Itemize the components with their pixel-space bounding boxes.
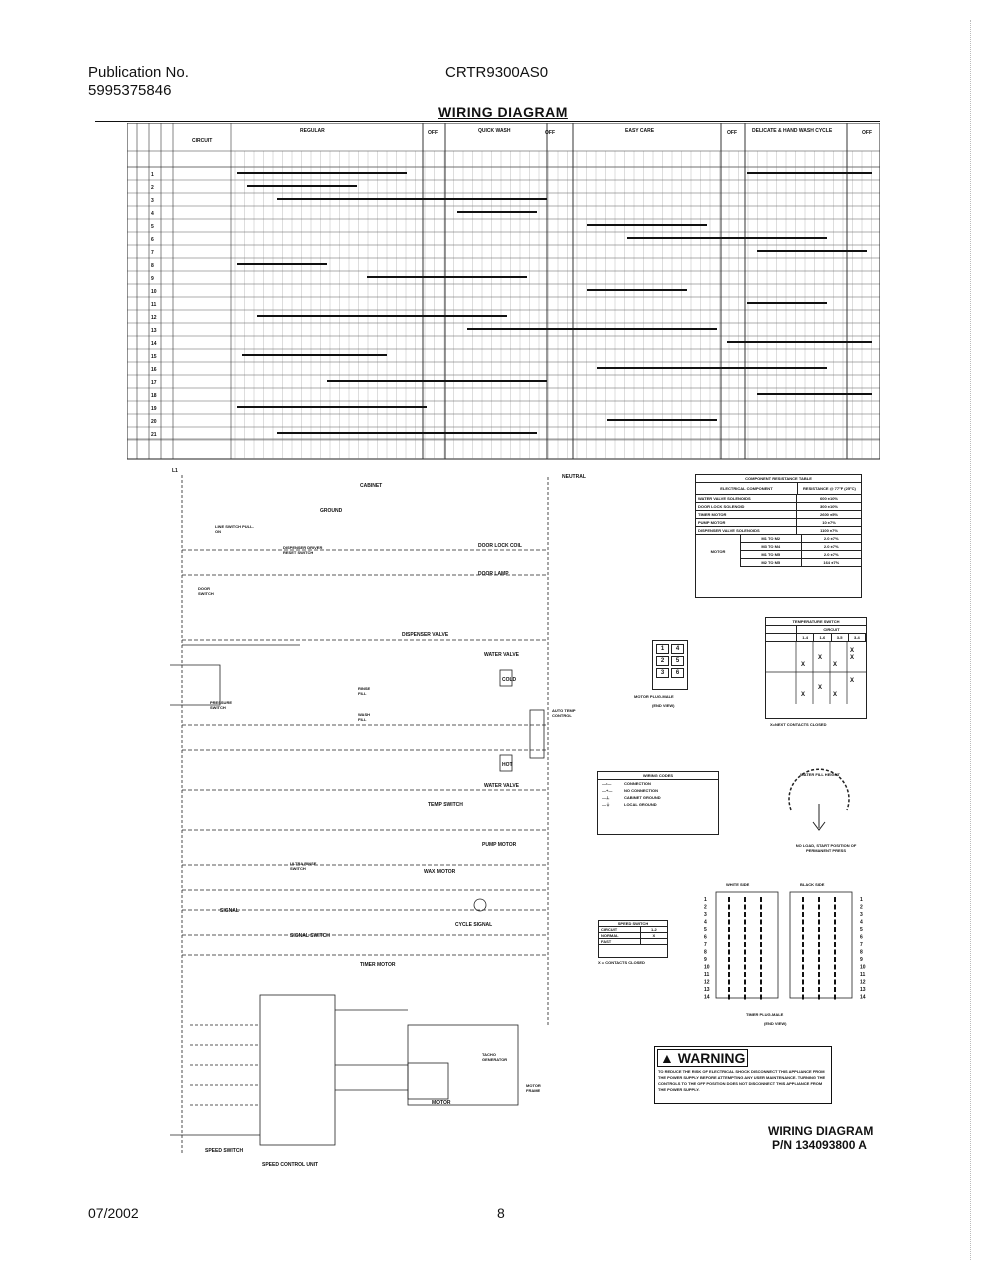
svg-text:15: 15 (151, 354, 157, 360)
water-fill-gauge (783, 752, 855, 832)
temp-switch-col: 3-4 (849, 634, 866, 641)
motor-plug-label: MOTOR PLUG-MALE (634, 694, 674, 699)
svg-text:X: X (833, 692, 838, 698)
timer-plug-row-right: 8 (860, 949, 863, 956)
timer-plug-row-left: 1 (704, 897, 707, 903)
timer-plug-pin (834, 912, 836, 917)
chart-section-off-2: OFF (545, 130, 555, 136)
timer-plug-pin (744, 995, 746, 1000)
label-pressure-switch: PRESSURE SWITCH (210, 700, 233, 710)
timer-plug-pin (760, 920, 762, 925)
label-door-switch: DOOR SWITCH (198, 586, 214, 596)
label-speed-control-unit: SPEED CONTROL UNIT (262, 1162, 319, 1168)
timer-plug-pin (802, 987, 804, 992)
timer-plug-row-right: 6 (860, 934, 863, 941)
svg-text:X: X (801, 662, 806, 668)
wiring-code-symbol: —+— (602, 788, 613, 793)
timer-plug-pin (818, 942, 820, 947)
wiring-code-symbol: —⏚ (602, 802, 610, 807)
svg-text:X: X (833, 662, 838, 668)
resistance-col1: ELECTRICAL COMPONENT (696, 483, 798, 494)
motor-plug-pin: 5 (671, 656, 684, 666)
timer-plug-pin (760, 905, 762, 910)
timer-plug-pin (834, 980, 836, 985)
title-rule (95, 121, 880, 122)
water-fill-label: WATER FILL HEIGHT (800, 772, 840, 777)
timer-plug-pin (728, 987, 730, 992)
motor-plug-pin: 2 (656, 656, 669, 666)
timer-plug-row-left: 12 (704, 979, 710, 986)
timer-plug-pin (834, 935, 836, 940)
footer-date: 07/2002 (88, 1205, 139, 1221)
timer-plug-pin (802, 950, 804, 955)
resistance-row (696, 503, 861, 511)
svg-text:4: 4 (151, 211, 154, 217)
timer-plug-pin (728, 935, 730, 940)
timer-plug-svg (700, 890, 875, 1002)
svg-text:X: X (818, 655, 823, 661)
timer-plug-pin (834, 905, 836, 910)
timer-plug-pin (818, 972, 820, 977)
label-l1: L1 (172, 468, 178, 474)
timer-plug-row-right: 3 (860, 912, 863, 918)
timer-plug-pin (744, 950, 746, 955)
resistance-component: WATER VALVE SOLENOIDS (696, 495, 797, 502)
timer-plug-pin (728, 942, 730, 947)
label-neutral: NEUTRAL (562, 474, 586, 480)
chart-section-off-4: OFF (862, 130, 872, 136)
label-timer-motor: TIMER MOTOR (360, 962, 396, 968)
timer-plug-pin (818, 927, 820, 932)
timer-plug-pin (760, 927, 762, 932)
water-fill-note: NO LOAD, START POSITION OF PERMANENT PRESS (795, 843, 857, 853)
speed-switch-state: X (652, 933, 656, 938)
warning-head (657, 1049, 748, 1067)
motor-resistance: 2.0 ±7% (823, 544, 839, 549)
svg-text:9: 9 (151, 276, 154, 282)
timer-plug (700, 890, 875, 1002)
timer-plug-pin (744, 972, 746, 977)
wiring-code-items (598, 780, 718, 809)
timer-plug-pin (818, 987, 820, 992)
resistance-value: 1100 ±7% (820, 528, 838, 533)
timer-plug-pin (834, 942, 836, 947)
timer-plug-pin (802, 912, 804, 917)
timer-plug-white: WHITE SIDE (726, 882, 750, 887)
timer-plug-pin (744, 927, 746, 932)
timer-plug-pin (744, 905, 746, 910)
label-cold: COLD (502, 677, 517, 683)
timer-plug-row-left: 13 (704, 987, 710, 993)
resistance-motor-rows (741, 535, 861, 567)
timer-plug-view: (END VIEW) (764, 1021, 787, 1026)
timer-plug-pin (728, 927, 730, 932)
svg-text:6: 6 (151, 237, 154, 243)
timer-plug-pin (834, 957, 836, 962)
timer-plug-pin (834, 950, 836, 955)
timer-plug-pin (802, 957, 804, 962)
wiring-code-label: NO CONNECTION (624, 788, 658, 793)
svg-text:16: 16 (151, 367, 157, 373)
label-wax-motor: WAX MOTOR (424, 869, 456, 875)
resistance-value: 2600 ±5% (820, 512, 838, 517)
warning-head-text: WARNING (677, 1050, 746, 1066)
timer-plug-pin (728, 957, 730, 962)
svg-text:8: 8 (151, 263, 154, 269)
wiring-code-symbol: —⊥ (602, 795, 610, 800)
timer-plug-pin (802, 897, 804, 902)
water-fill-gauge-svg (783, 752, 855, 832)
timer-plug-pin (802, 935, 804, 940)
timer-plug-row-left: 6 (704, 934, 707, 941)
svg-text:X: X (801, 692, 806, 698)
timer-plug-pin (834, 927, 836, 932)
label-water-valve-hot: WATER VALVE (484, 783, 519, 789)
timer-plug-pin (834, 897, 836, 902)
motor-resistance-row (741, 559, 861, 567)
svg-text:5: 5 (151, 224, 154, 230)
resistance-rows (696, 495, 861, 535)
motor-plug-view: (END VIEW) (652, 703, 675, 708)
timer-plug-pin (818, 980, 820, 985)
timer-plug-row-right: 5 (860, 927, 863, 933)
motor-resistance: 164 ±7% (823, 560, 840, 565)
timer-plug-row-left: 7 (704, 942, 707, 948)
timer-plug-pin (744, 920, 746, 925)
speed-switch-rows (599, 927, 667, 945)
resistance-value: 300 ±10% (820, 504, 838, 509)
timer-plug-pin (818, 957, 820, 962)
svg-text:20: 20 (151, 419, 157, 425)
svg-text:3: 3 (151, 198, 154, 204)
timer-plug-pin (744, 912, 746, 917)
label-dispenser-driver: DISPENSER DRIVER RESET SWITCH (283, 545, 323, 555)
resistance-col2: RESISTANCE @ 77°F (25°C) (803, 486, 856, 491)
timer-plug-pin (728, 920, 730, 925)
temp-switch-title: TEMPERATURE SWITCH (766, 618, 866, 626)
timer-plug-pin (818, 965, 820, 970)
timer-plug-row-right: 9 (860, 957, 863, 963)
timer-plug-row-right: 14 (860, 994, 866, 1001)
svg-text:2: 2 (151, 185, 154, 191)
label-signal: SIGNAL (220, 908, 239, 914)
label-rinse-fill: RINSE FILL (358, 686, 371, 696)
timer-plug-pin (818, 920, 820, 925)
timer-plug-pin (744, 987, 746, 992)
timer-plug-pin (744, 957, 746, 962)
speed-switch-setting: FAST (599, 939, 641, 944)
motor-winding: M1 TO M5 (741, 551, 802, 558)
label-dispenser-valve: DISPENSER VALVE (402, 632, 449, 638)
speed-switch-table (598, 920, 668, 958)
wiring-code-item (598, 801, 718, 809)
label-speed-switch: SPEED SWITCH (205, 1148, 244, 1154)
svg-text:19: 19 (151, 406, 157, 412)
resistance-component: DOOR LOCK SOLENOID (696, 503, 797, 510)
svg-text:X: X (850, 648, 855, 654)
timer-plug-row-right: 12 (860, 979, 866, 986)
resistance-row (696, 495, 861, 503)
timer-plug-pin (744, 897, 746, 902)
timer-plug-pin (744, 935, 746, 940)
timer-plug-pin (728, 897, 730, 902)
publication-label: Publication No. (88, 64, 189, 81)
motor-plug-pin: 6 (671, 668, 684, 678)
temp-switch-col: 3-5 (832, 634, 849, 641)
timer-plug-pin (760, 965, 762, 970)
label-auto-temp: AUTO TEMP CONTROL (552, 708, 576, 718)
timer-plug-pin (802, 995, 804, 1000)
motor-plug (652, 640, 688, 690)
label-door-lamp: DOOR LAMP (478, 571, 509, 577)
svg-text:X: X (850, 678, 855, 684)
motor-resistance: 2.0 ±7% (823, 552, 839, 557)
label-water-valve: WATER VALVE (484, 652, 519, 658)
timer-plug-pin (728, 995, 730, 1000)
motor-resistance-row (741, 551, 861, 559)
label-motor: MOTOR (432, 1100, 451, 1106)
resistance-motor-label: MOTOR (696, 535, 741, 567)
timer-plug-row-left: 4 (704, 919, 707, 926)
timer-plug-row-right: 11 (860, 972, 866, 978)
timer-plug-row-left: 11 (704, 972, 710, 978)
warning-box (654, 1046, 832, 1104)
timer-plug-pin (818, 912, 820, 917)
timer-plug-pin (834, 920, 836, 925)
chart-section-regular: REGULAR (300, 128, 325, 134)
svg-text:13: 13 (151, 328, 157, 334)
chart-section-quick-wash: QUICK WASH (478, 128, 511, 134)
label-wash-fill: WASH FILL (358, 712, 370, 722)
chart-section-easy-care: EASY CARE (625, 128, 655, 134)
chart-section-delicate: DELICATE & HAND WASH CYCLE (752, 128, 833, 134)
timer-plug-row-left: 2 (704, 904, 707, 911)
wiring-codes-box (597, 771, 719, 835)
timer-plug-pin (760, 957, 762, 962)
resistance-component: PUMP MOTOR (696, 519, 797, 526)
resistance-value: 600 ±10% (820, 496, 838, 501)
motor-winding: M1 TO M2 (741, 535, 802, 542)
scan-edge (970, 20, 975, 1260)
label-cycle-signal: CYCLE SIGNAL (455, 922, 493, 928)
motor-plug-pin: 4 (671, 644, 684, 654)
chart-section-off-3: OFF (727, 130, 737, 136)
warning-text: TO REDUCE THE RISK OF ELECTRICAL SHOCK DISCONNECT THIS APPLIANCE FROM THE POWER SUPPLY BEFORE ATTEMPTING ANY USER MAINTENANCE. TURNING THE CONTROLS TO THE OFF POSITION DOES NOT DISCONNECT THIS APPLIANCE FROM THE POWER SUPPLY. (658, 1069, 826, 1092)
speed-switch-setting: CIRCUIT (599, 927, 641, 932)
diagram-id-line2: P/N 134093800 A (772, 1138, 867, 1152)
svg-text:10: 10 (151, 289, 157, 295)
wiring-code-label: CABINET GROUND (624, 795, 661, 800)
timer-plug-pin (728, 950, 730, 955)
timer-plug-pin (818, 897, 820, 902)
timer-plug-pin (760, 935, 762, 940)
svg-text:X: X (850, 655, 855, 661)
timer-plug-pin (744, 980, 746, 985)
svg-text:14: 14 (151, 341, 157, 347)
resistance-row (696, 519, 861, 527)
resistance-row (696, 527, 861, 535)
label-motor-frame: MOTOR FRAME (526, 1083, 541, 1093)
timer-plug-pin (728, 980, 730, 985)
label-tacho: TACHO GENERATOR (482, 1052, 508, 1062)
timer-chart-svg (127, 123, 880, 463)
timer-plug-row-left: 10 (704, 964, 710, 971)
timer-plug-pin (802, 972, 804, 977)
speed-switch-state (641, 939, 667, 944)
resistance-table-title: COMPONENT RESISTANCE TABLE (696, 475, 861, 483)
resistance-component: DISPENSER VALVE SOLENOIDS (696, 527, 797, 534)
timer-plug-pin (728, 912, 730, 917)
timer-plug-row-right: 1 (860, 897, 863, 903)
timer-plug-pin (802, 942, 804, 947)
svg-text:21: 21 (151, 432, 157, 438)
motor-winding: M2 TO M5 (741, 559, 802, 566)
label-ground: GROUND (320, 508, 343, 514)
motor-resistance-row (741, 543, 861, 551)
speed-switch-row (599, 939, 667, 945)
wiring-code-label: LOCAL GROUND (624, 802, 657, 807)
wiring-code-item (598, 780, 718, 787)
timer-plug-row-left: 14 (704, 994, 710, 1001)
page-number: 8 (497, 1205, 505, 1221)
label-cabinet: CABINET (360, 483, 383, 489)
speed-switch-state: 1-2 (650, 927, 657, 932)
svg-text:1: 1 (151, 172, 154, 178)
timer-plug-pin (834, 965, 836, 970)
motor-resistance-row (741, 535, 861, 543)
page-title: WIRING DIAGRAM (438, 104, 568, 120)
timer-plug-pin (802, 965, 804, 970)
timer-plug-pin (760, 897, 762, 902)
resistance-table (695, 474, 862, 598)
model-number: CRTR9300AS0 (445, 64, 549, 81)
motor-plug-pin: 1 (656, 644, 669, 654)
wiring-code-symbol: —•— (602, 781, 612, 786)
timer-plug-pin (834, 972, 836, 977)
label-door-lock-coil: DOOR LOCK COIL (478, 543, 522, 549)
timer-plug-row-right: 4 (860, 919, 863, 926)
speed-switch-setting: NORMAL (599, 933, 641, 938)
schematic-svg (160, 465, 600, 1165)
timer-plug-pin (760, 980, 762, 985)
timer-plug-pin (834, 995, 836, 1000)
motor-winding: M3 TO M4 (741, 543, 802, 550)
wiring-code-item (598, 787, 718, 794)
speed-switch-title: SPEED SWITCH (599, 921, 667, 927)
timer-plug-pin (760, 942, 762, 947)
timer-plug-pin (728, 905, 730, 910)
svg-text:7: 7 (151, 250, 154, 256)
timer-plug-row-right: 13 (860, 987, 866, 993)
timer-plug-pin (744, 965, 746, 970)
timer-plug-row-left: 5 (704, 927, 707, 933)
temp-switch-cols (766, 634, 866, 642)
timer-plug-pin (728, 972, 730, 977)
timer-plug-pin (802, 905, 804, 910)
timer-plug-pin (760, 912, 762, 917)
svg-text:X: X (818, 685, 823, 691)
motor-plug-pin: 3 (656, 668, 669, 678)
chart-section-off-1: OFF (428, 130, 438, 136)
temp-switch-note: X=NEXT CONTACTS CLOSED (770, 722, 827, 727)
speed-switch-note: X = CONTACTS CLOSED (598, 960, 645, 965)
wiring-code-label: CONNECTION (624, 781, 651, 786)
timer-plug-row-left: 9 (704, 957, 707, 963)
svg-text:11: 11 (151, 302, 157, 308)
publication-number: 5995375846 (88, 82, 172, 99)
wiring-code-item (598, 794, 718, 801)
timer-plug-row-right: 7 (860, 942, 863, 948)
motor-plug-pins (653, 641, 687, 681)
temp-switch-circuit: CIRCUIT (823, 627, 840, 632)
resistance-value: 10 ±7% (822, 520, 836, 525)
timer-plug-pin (802, 927, 804, 932)
chart-circuit-label: CIRCUIT (192, 138, 213, 144)
timer-plug-row-right: 10 (860, 964, 866, 971)
timer-plug-row-left: 3 (704, 912, 707, 918)
motor-resistance: 2.0 ±7% (823, 536, 839, 541)
label-ultra-rinse: ULTRA RINSE SWITCH (290, 861, 317, 871)
timer-plug-pin (818, 905, 820, 910)
timer-plug-pin (760, 972, 762, 977)
label-signal-switch: SIGNAL SWITCH (290, 933, 330, 939)
timer-plug-pin (760, 995, 762, 1000)
timer-plug-row-right: 2 (860, 904, 863, 911)
timer-plug-pin (728, 965, 730, 970)
timer-plug-pin (760, 987, 762, 992)
svg-text:18: 18 (151, 393, 157, 399)
wiring-codes-title: WIRING CODES (598, 772, 718, 780)
timer-plug-pin (802, 980, 804, 985)
wiring-schematic (160, 465, 600, 1165)
temp-switch-table (765, 617, 867, 719)
temp-switch-col: 1-4 (797, 634, 814, 641)
timer-plug-pin (802, 920, 804, 925)
timer-plug-row-left: 8 (704, 949, 707, 956)
temp-switch-grid (766, 642, 866, 704)
label-pump-motor: PUMP MOTOR (482, 842, 517, 848)
timer-sequence-chart (127, 123, 880, 463)
temp-switch-col: 1-6 (814, 634, 831, 641)
resistance-row (696, 511, 861, 519)
timer-plug-pin (834, 987, 836, 992)
timer-plug-pin (760, 950, 762, 955)
label-hot: HOT (502, 762, 513, 768)
svg-text:12: 12 (151, 315, 157, 321)
warning-triangle-icon: ▲ (660, 1050, 674, 1066)
diagram-id-line1: WIRING DIAGRAM (768, 1124, 874, 1138)
label-line-switch: LINE SWITCH PULL-ON (215, 524, 254, 534)
timer-plug-pin (818, 950, 820, 955)
timer-plug-label: TIMER PLUG-MALE (746, 1012, 784, 1017)
timer-plug-black: BLACK SIDE (800, 882, 825, 887)
resistance-component: TIMER MOTOR (696, 511, 797, 518)
timer-plug-pin (818, 995, 820, 1000)
label-temp-switch: TEMP SWITCH (428, 802, 463, 808)
timer-plug-pin (818, 935, 820, 940)
timer-plug-pin (744, 942, 746, 947)
svg-text:17: 17 (151, 380, 157, 386)
